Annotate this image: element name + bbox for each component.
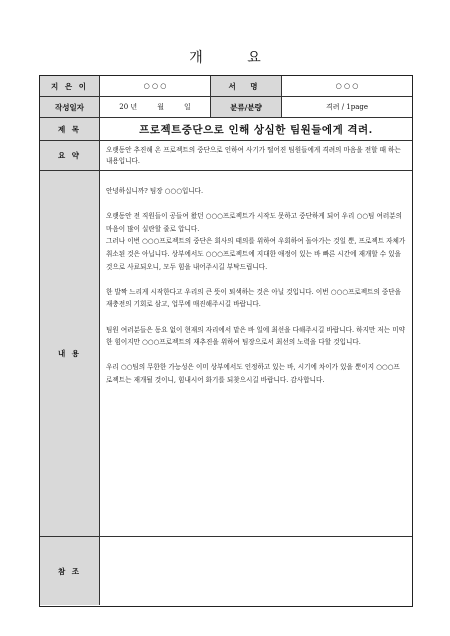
summary-form xyxy=(39,75,413,607)
summary-label: 요 약 xyxy=(40,141,100,170)
summary-value: 오랫동안 추진해 온 프로젝트의 중단으로 인하여 사기가 떨어진 팀원들에게 격려의 마음을 전할 때 하는 내용입니다. xyxy=(106,145,401,165)
reference-row xyxy=(40,537,412,605)
date-value xyxy=(100,97,210,117)
signature-label: 서 명 xyxy=(210,76,282,96)
signature-value: ○ ○ ○ xyxy=(335,82,359,90)
date-month: 월 xyxy=(157,103,164,111)
content-label: 내 용 xyxy=(40,171,100,536)
content-paragraph: 한 발짝 느리게 시작한다고 우리의 큰 뜻이 퇴색하는 것은 아닐 것입니다. 이번 ○○○프로젝트의 중단을 재충전의 기회로 삼고, 업무에 매진해주시길 바랍니다. xyxy=(106,287,402,309)
content-paragraph: 안녕하십니까? 팀장 ○○○입니다. xyxy=(106,187,204,195)
summary-row xyxy=(40,141,412,171)
page-title: 개 요 xyxy=(189,50,281,66)
category-label: 분류/분량 xyxy=(210,97,282,117)
date-day: 일 xyxy=(183,103,191,111)
subject-row xyxy=(40,118,412,141)
date-year: 20 년 xyxy=(119,103,138,111)
content-body xyxy=(100,171,412,536)
author-value: ○ ○ ○ xyxy=(143,82,167,90)
author-label: 지 은 이 xyxy=(40,76,100,96)
content-paragraph: 팀원 여러분들은 동요 없이 현재의 자리에서 맡은 바 일에 최선을 다해주시길 바랍니다. 하지만 저는 미약한 힘이지만 ○○○프로젝트의 재추진을 위하여 팀장으로서 최선의 노력을 다할 것입니다. xyxy=(106,325,405,347)
reference-value xyxy=(100,537,412,605)
content-row xyxy=(40,171,412,537)
category-value: 격려 / 1page xyxy=(325,103,369,111)
content-paragraph: 오랫동안 전 직원들이 공들여 왔던 ○○○프로젝트가 시작도 못하고 중단하게 되어 우리 ○○팀 여러분의 마음이 많이 실란할 줄로 압니다. 그러나 이번 ○○○프로젝트의 중단은 회사의 태의를 위하여 우회하여 돌아가는 것일 뿐, 프로젝트 자체가 취소된 것은 아닙니다. 상부에서도 ○○○프로젝트에 지대한 애정이 있는 바 빠른 시간에 재개할 수 있을 것으로 사료되오니, 모두 힘을 내어주시길 부탁드립니다. xyxy=(106,212,406,271)
content-paragraph: 우리 ○○팀의 무한한 가능성은 이미 상부에서도 인정하고 있는 바, 시기에 차이가 있을 뿐이지 ○○○프로젝트는 재개될 것이니, 힘내시어 화기를 되찾으시길 바랍니다. 감사합니다. xyxy=(106,363,400,384)
reference-label: 참 조 xyxy=(40,537,100,605)
subject-value: 프로젝트중단으로 인해 상심한 팀원들에게 격려. xyxy=(139,123,373,136)
subject-label: 제 목 xyxy=(40,118,100,140)
date-label: 작성일자 xyxy=(40,97,100,117)
author-row xyxy=(40,76,412,97)
date-row xyxy=(40,97,412,118)
